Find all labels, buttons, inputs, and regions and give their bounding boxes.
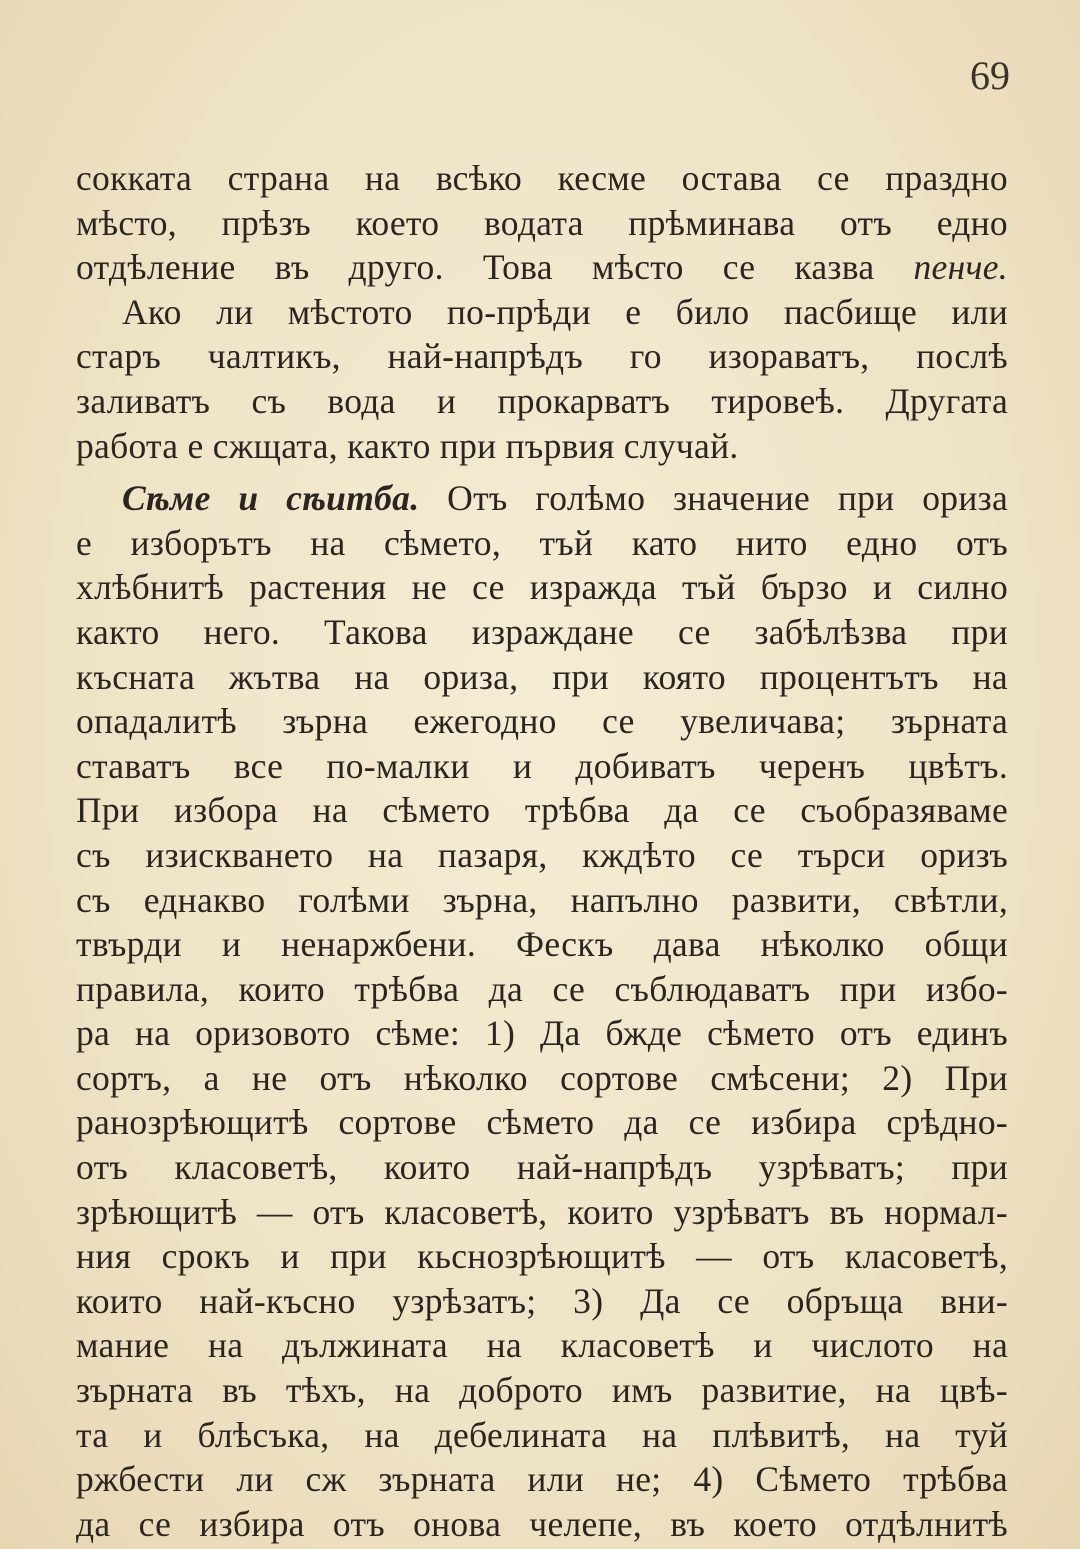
text-line: та и блѣсъка, на дебелината на плѣвитѣ, на туй [76,1414,1008,1455]
text-line: ния срокъ и при кьснозрѣющитѣ — отъ класоветѣ, [76,1236,1008,1277]
text-line: зърната въ тѣхъ, на доброто имъ развитие, на цвѣ- [76,1370,1008,1411]
text-line: твърди и ненаржбени. Фескъ дава нѣколко общи [76,924,1008,965]
text-line-content: отдѣление въ друго. Това мѣсто се казва [76,247,875,288]
text-line [76,245,1008,290]
text-line: работа е сжщата, както при първия случай. [76,425,739,466]
text-line: съ еднакво голѣми зърна, напълно развити, свѣтли, [76,879,1008,920]
text-line: Ако ли мѣстото по-прѣди е било пасбище или [122,291,1008,332]
text-line: съ изискването на пазаря, кждѣто се търси оризъ [76,834,1008,875]
text-line [76,476,1008,521]
text-line: При избора на сѣмето трѣбва да се съобразяваме [76,790,1008,831]
text-line: сортъ, а не отъ нѣколко сортове смѣсени; 2) При [76,1057,1008,1098]
text-line: правила, които трѣбва да се съблюдаватъ при избо- [76,968,1008,1009]
text-line-content: Отъ голѣмо значение при ориза [447,478,1008,519]
text-line: опадалитѣ зърна ежегодно се увеличава; зърната [76,701,1008,742]
text-line: заливатъ съ вода и прокарватъ тировеѣ. Другата [76,380,1008,421]
text-line: е изборътъ на сѣмето, тъй като нито едно отъ [76,522,1008,563]
section-heading: Сѣме и сѣитба. [122,478,420,519]
text-line: мание на дължината на класоветѣ и числото на [76,1325,1008,1366]
text-line: зрѣющитѣ — отъ класоветѣ, които узрѣватъ въ нормал- [76,1191,1008,1232]
text-line: както него. Такова израждане се забѣлѣзва при [76,611,1008,652]
text-line: хлѣбнитѣ растения не се изражда тъй бързо и силно [76,567,1008,608]
text-line: ржбести ли сж зърната или не; 4) Сѣмето трѣбва [76,1459,1008,1500]
text-line: сокката страна на всѣко кесме остава се праздно [76,158,1008,198]
body-text [76,156,1008,1546]
text-line: старъ чалтикъ, най-напрѣдъ го изораватъ, послѣ [76,336,1008,377]
term-penche: пенче. [913,247,1008,288]
text-line: късната жътва на ориза, при която процентътъ на [76,656,1008,697]
text-line: ранозрѣющитѣ сортове сѣмето да се избира срѣдно- [76,1102,1008,1143]
page-number: 69 [970,53,1010,98]
text-line: ра на оризовото сѣме: 1) Да бжде сѣмето отъ единъ [76,1013,1008,1054]
text-line: които най-късно узрѣзатъ; 3) Да се обръща вни- [76,1280,1008,1321]
text-line: ставатъ все по-малки и добиватъ черенъ цвѣтъ. [76,745,1008,786]
text-line: мѣсто, прѣзъ което водата прѣминава отъ едно [76,202,1008,243]
text-line: отъ класоветѣ, които най-напрѣдъ узрѣватъ; при [76,1147,1008,1188]
text-line: да се избира отъ онова челепе, въ което отдѣлнитѣ [76,1503,1008,1544]
